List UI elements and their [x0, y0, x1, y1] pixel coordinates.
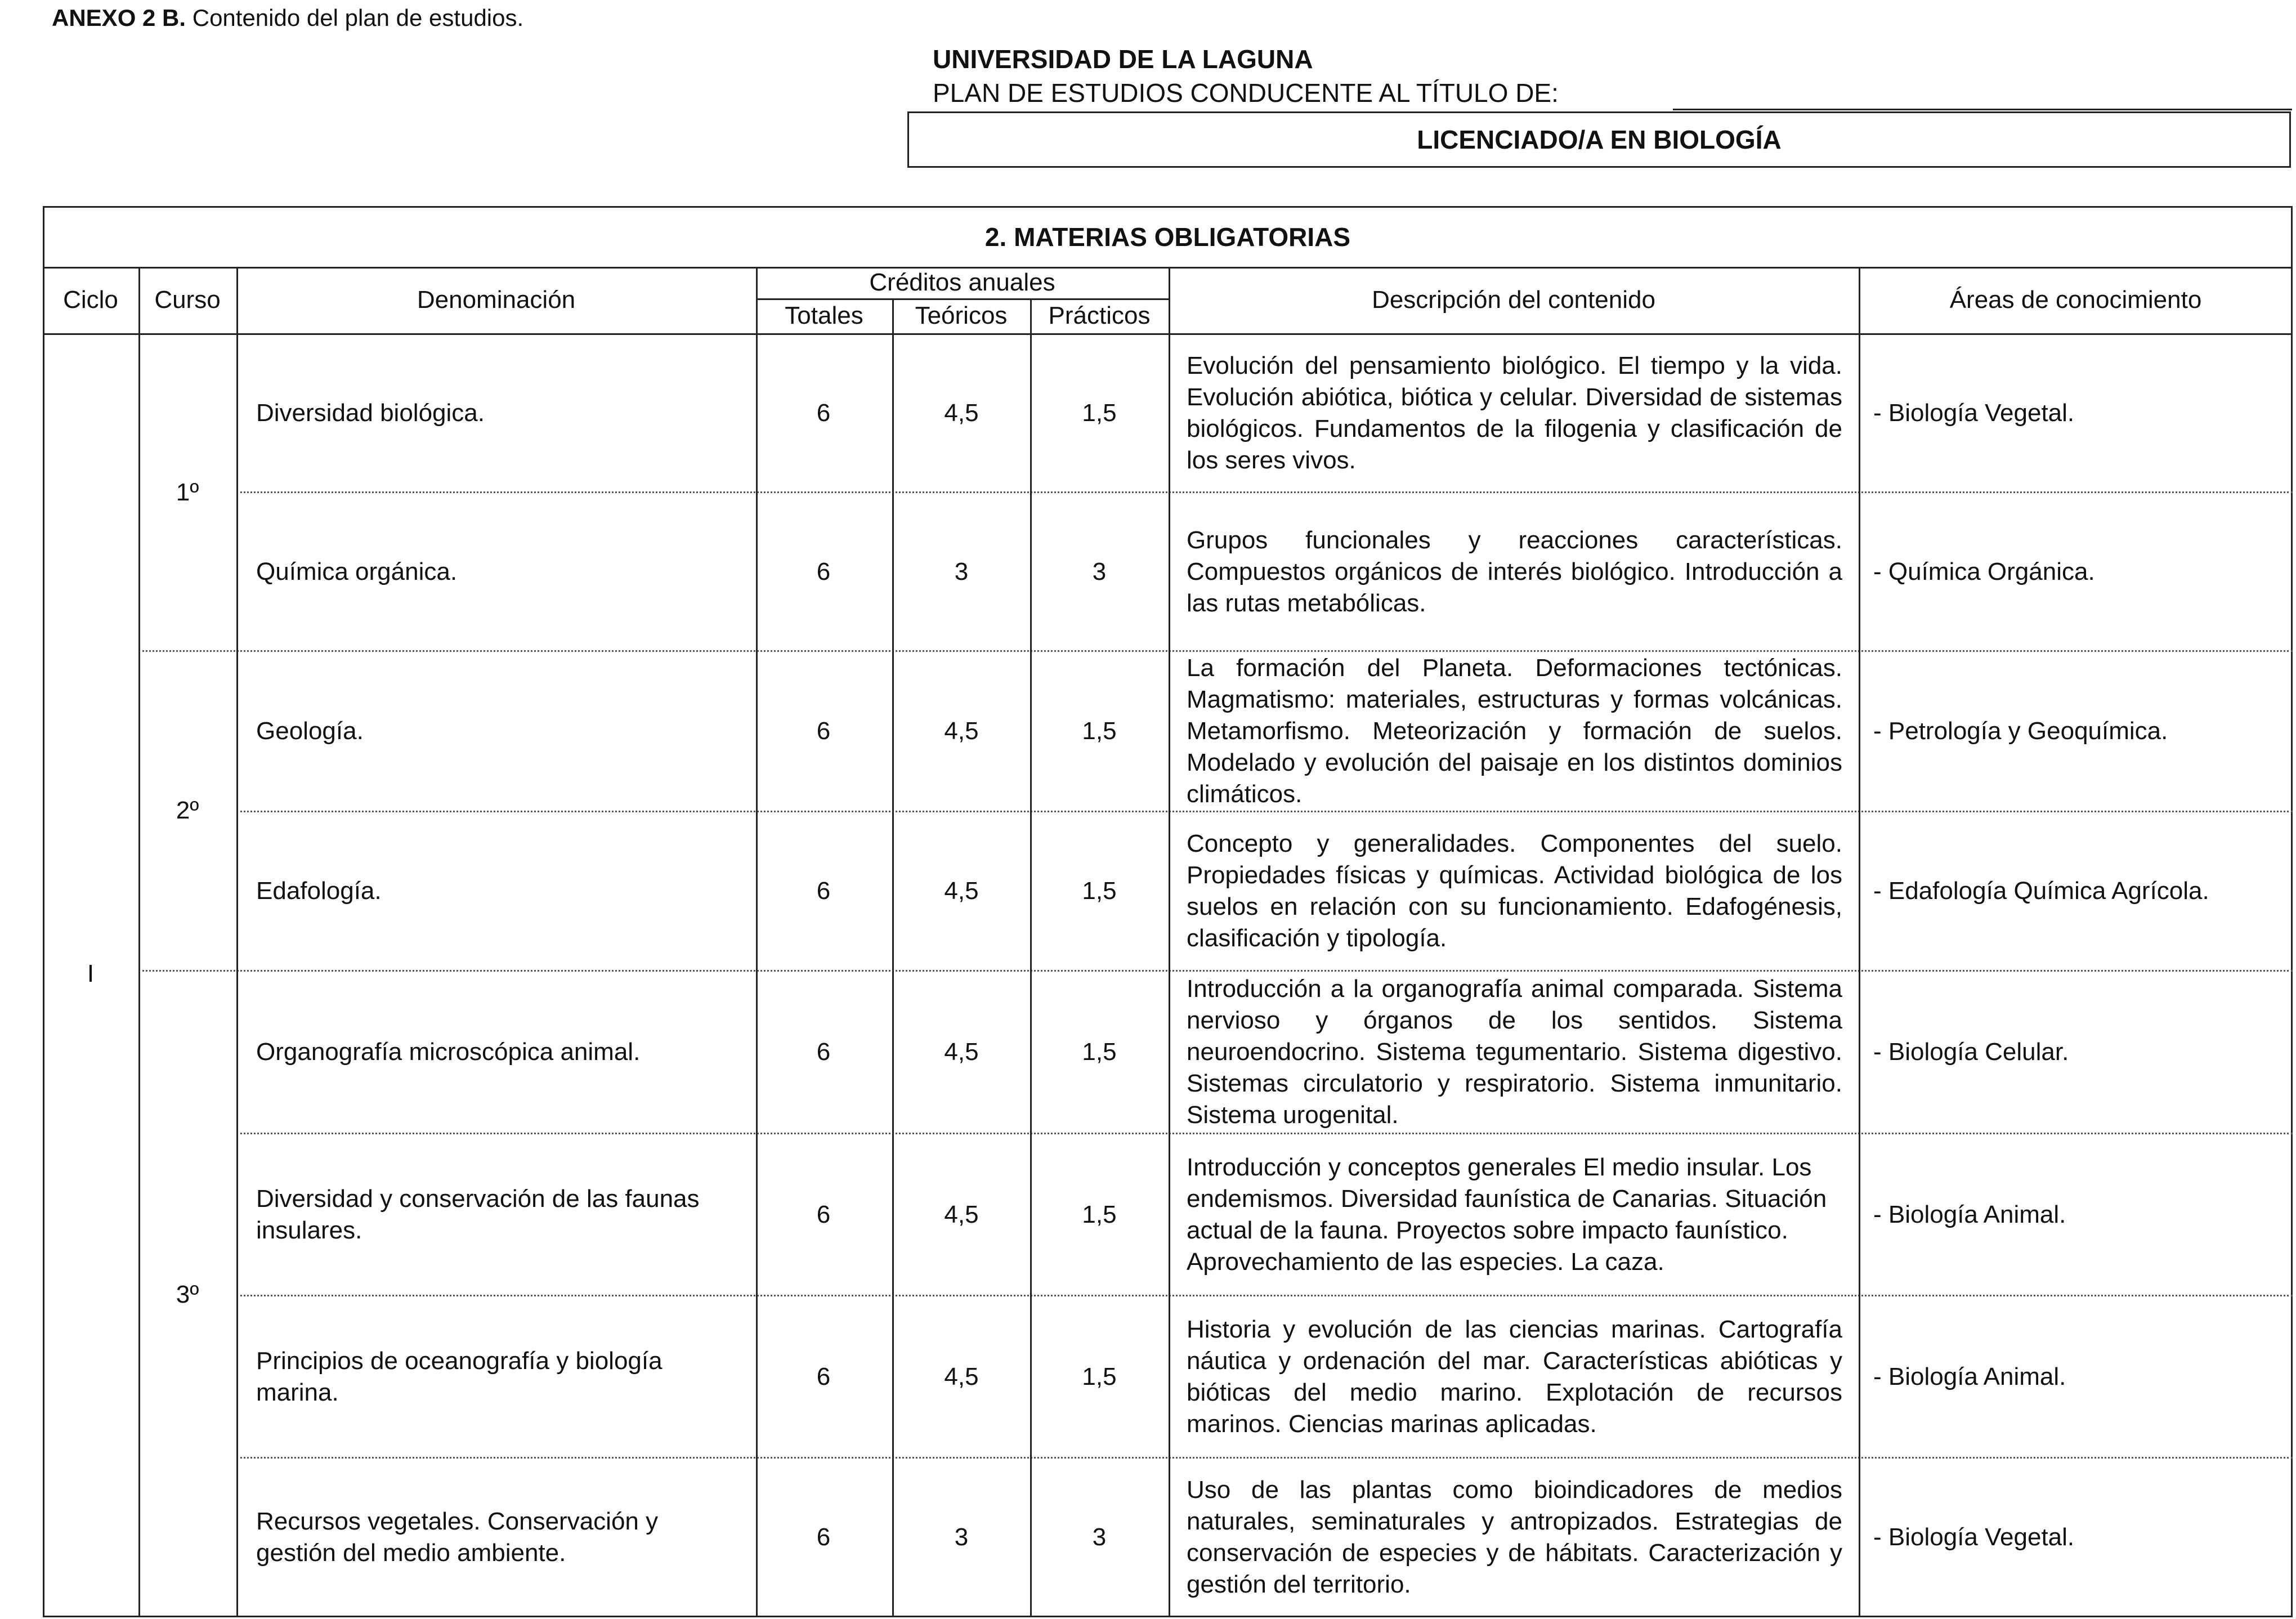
row-area: - Biología Animal.	[1873, 1362, 2066, 1390]
col-header-practicos: Prácticos	[1048, 302, 1151, 329]
row-denominacion: Diversidad biológica.	[256, 399, 485, 427]
col-header-teoricos: Teóricos	[915, 302, 1008, 329]
row-denominacion: Geología.	[256, 717, 364, 745]
col-header-denominacion: Denominación	[417, 286, 576, 314]
annex-heading	[52, 5, 523, 32]
row-descripcion: Introducción y conceptos generales El medio insular. Los endemismos. Diversidad faunística de Canarias. Situación actual de la fauna. Proyectos sobre impacto faunístico. Aprovechamiento de las especies. La caza.	[1187, 1153, 1827, 1276]
row-totales: 6	[816, 557, 831, 585]
curso-3: 3º	[176, 1281, 199, 1308]
row-totales: 6	[816, 399, 831, 427]
row-teoricos: 4,5	[944, 1362, 979, 1390]
row-totales: 6	[816, 717, 831, 745]
col-header-ciclo: Ciclo	[63, 286, 118, 314]
row-descripcion: Concepto y generalidades. Componentes del suelo. Propiedades físicas y químicas. Actividad biológica de los suelos en relación con su funcionamiento. Edafogénesis, clasificación y tipología.	[1187, 830, 1842, 952]
row-totales: 6	[816, 1038, 831, 1066]
annex-label: ANEXO 2 B.	[52, 5, 186, 31]
curso-2: 2º	[176, 797, 199, 824]
row-area: - Biología Celular.	[1873, 1038, 2069, 1066]
row-teoricos: 4,5	[944, 717, 979, 745]
row-practicos: 1,5	[1082, 399, 1117, 427]
col-header-curso: Curso	[154, 286, 221, 314]
col-header-creditos: Créditos anuales	[869, 269, 1055, 296]
row-descripcion: Evolución del pensamiento biológico. El tiempo y la vida. Evolución abiótica, biótica y celular. Diversidad de sistemas biológicos. Fundamentos de la filogenia y clasificación de los seres vivos.	[1187, 352, 1842, 474]
row-teoricos: 3	[954, 557, 969, 585]
col-rule	[236, 267, 238, 1617]
col-header-areas: Áreas de conocimiento	[1949, 286, 2202, 314]
row-area: - Petrología y Geoquímica.	[1873, 717, 2168, 745]
row-teoricos: 4,5	[944, 1200, 979, 1228]
row-teoricos: 4,5	[944, 1038, 979, 1066]
plan-text: PLAN DE ESTUDIOS CONDUCENTE AL TÍTULO DE:	[933, 78, 1559, 108]
col-rule	[1859, 267, 1860, 1617]
row-descripcion: La formación del Planeta. Deformaciones tectónicas. Magmatismo: materiales, estructuras y formas volcánicas. Metamorfismo. Meteorización y formación de suelos. Modelado y evolución del paisaje en los distintos dominios climáticos.	[1187, 654, 1842, 808]
row-totales: 6	[816, 877, 831, 905]
row-descripcion: Grupos funcionales y reacciones características. Compuestos orgánicos de interés biológico. Introducción a las rutas metabólicas.	[1187, 526, 1842, 617]
row-denominacion: Química orgánica.	[256, 557, 458, 585]
row-practicos: 3	[1092, 1523, 1107, 1551]
row-totales: 6	[816, 1523, 831, 1551]
degree-title: LICENCIADO/A EN BIOLOGÍA	[1417, 125, 1782, 154]
row-descripcion: Uso de las plantas como bioindicadores de medios naturales, seminaturales y antropizados. Estrategias de conservación de especies y de hábitats. Caracterización y gestión del territorio.	[1187, 1475, 1842, 1598]
row-area: - Edafología Química Agrícola.	[1873, 877, 2209, 905]
degree-title-box	[907, 111, 2291, 168]
col-rule	[1169, 267, 1170, 1617]
row-descripcion: Historia y evolución de las ciencias marinas. Cartografía náutica y ordenación del mar. Características abióticas y bióticas del medio marino. Explotación de recursos marinos. Ciencias marinas aplicadas.	[1187, 1315, 1842, 1438]
row-denominacion: Principios de oceanografía y biología marina.	[256, 1347, 663, 1406]
ciclo-value: I	[87, 960, 95, 987]
section-title: 2. MATERIAS OBLIGATORIAS	[984, 222, 1351, 252]
col-header-descripcion: Descripción del contenido	[1372, 286, 1655, 314]
row-practicos: 1,5	[1082, 1362, 1117, 1390]
row-practicos: 1,5	[1082, 1038, 1117, 1066]
row-denominacion: Edafología.	[256, 877, 382, 905]
row-area: - Biología Animal.	[1873, 1200, 2066, 1228]
row-denominacion: Organografía microscópica animal.	[256, 1038, 641, 1066]
annex-text: Contenido del plan de estudios.	[186, 5, 524, 31]
row-area: - Biología Vegetal.	[1873, 1523, 2075, 1551]
row-teoricos: 3	[954, 1523, 969, 1551]
title-rule	[1673, 109, 2292, 110]
university-name: UNIVERSIDAD DE LA LAGUNA	[933, 44, 1313, 74]
col-header-totales: Totales	[785, 302, 863, 329]
row-denominacion: Recursos vegetales. Conservación y gestión del medio ambiente.	[256, 1507, 659, 1567]
row-area: - Química Orgánica.	[1873, 557, 2095, 585]
row-denominacion: Diversidad y conservación de las faunas insulares.	[256, 1184, 700, 1244]
curso-1: 1º	[176, 478, 199, 506]
row-practicos: 1,5	[1082, 717, 1117, 745]
row-area: - Biología Vegetal.	[1873, 399, 2075, 427]
row-practicos: 3	[1092, 557, 1107, 585]
row-descripcion: Introducción a la organografía animal comparada. Sistema nervioso y órganos de los sentidos. Sistema neuroendocrino. Sistema tegumentario. Sistema digestivo. Sistemas circulatorio y respiratorio. Sistema inmunitario. Sistema urogenital.	[1187, 975, 1842, 1129]
row-teoricos: 4,5	[944, 399, 979, 427]
row-totales: 6	[816, 1362, 831, 1390]
row-totales: 6	[816, 1200, 831, 1228]
row-practicos: 1,5	[1082, 877, 1117, 905]
row-practicos: 1,5	[1082, 1200, 1117, 1228]
row-teoricos: 4,5	[944, 877, 979, 905]
